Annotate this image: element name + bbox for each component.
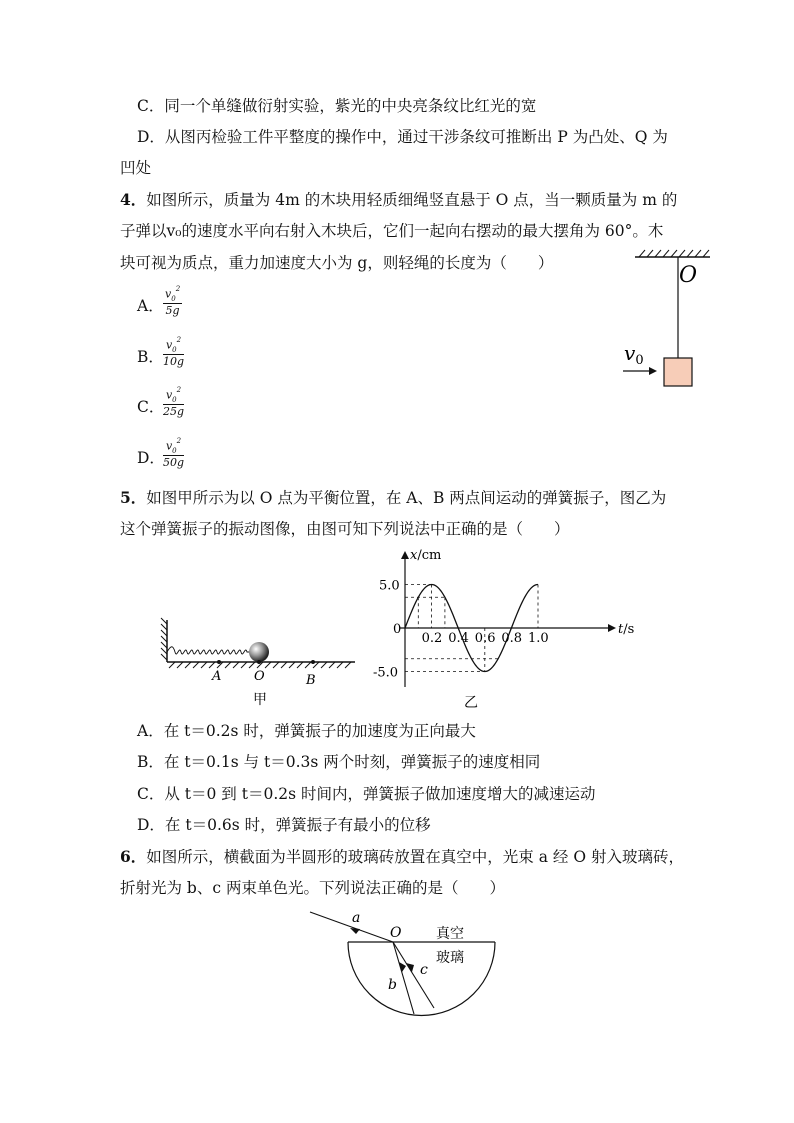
fig-yi-caption: 乙 — [464, 695, 478, 711]
q4-option-d-label: D． — [137, 449, 165, 467]
y-tick-label: -5.0 — [373, 665, 399, 681]
point-o-label: O — [679, 263, 698, 288]
fig-jia-caption: 甲 — [253, 692, 267, 708]
ray-arrow-icon — [350, 928, 360, 934]
q5-fig-jia-spring-oscillator — [155, 612, 370, 712]
q6-number: 6． — [120, 847, 147, 866]
q4-stem-line1: 4．如图所示，质量为 4m 的木块用轻质细绳竖直悬于 O 点，当一颗质量为 m 的 — [120, 190, 678, 209]
q4-stem-line3: 块可视为质点，重力加速度大小为 g，则轻绳的长度为（ ） — [120, 254, 554, 272]
q6-stem-line1: 6．如图所示，横截面为半圆形的玻璃砖放置在真空中，光束 a 经 O 射入玻璃砖， — [120, 847, 684, 866]
y-axis-arrow-icon — [401, 551, 409, 559]
x-axis-arrow-icon — [608, 624, 616, 632]
q3-option-d-line1: D．从图丙检验工件平整度的操作中，通过干涉条纹可推断出 P 为凸处、Q 为 — [137, 128, 668, 146]
q4-option-a-label: A． — [137, 297, 164, 315]
origin-label: 0 — [393, 622, 402, 637]
point-b-label: B — [306, 673, 316, 688]
glass-label: 玻璃 — [436, 950, 464, 966]
x-tick-labels — [422, 631, 549, 646]
ray-c-label: c — [420, 962, 428, 978]
x-tick-label: 0.4 — [448, 631, 469, 646]
v0-label: $v_0$ — [624, 341, 644, 368]
x-tick-label: 0.6 — [474, 631, 496, 646]
q5-option-c: C．从 t＝0 到 t＝0.2s 时间内，弹簧振子做加速度增大的减速运动 — [137, 785, 596, 803]
x-axis-label: t/s — [618, 622, 635, 637]
q4-pendulum-figure — [615, 245, 715, 395]
q5-option-a: A．在 t＝0.2s 时，弹簧振子的加速度为正向最大 — [137, 722, 476, 740]
q3-option-c: C．同一个单缝做衍射实验，紫光的中央亮条纹比红光的宽 — [137, 97, 537, 115]
q4-option-d-fraction: $\frac{v_0^2}{50g}$ — [163, 437, 185, 469]
q4-option-c-label: C． — [137, 398, 165, 416]
q6-glass-refraction-figure — [300, 902, 500, 1022]
ray-b-label: b — [388, 977, 397, 993]
q5-number: 5． — [120, 488, 147, 507]
q5-stem-line1: 5．如图甲所示为以 O 点为平衡位置，在 A、B 两点间运动的弹簧振子，图乙为 — [120, 488, 667, 507]
spring — [167, 647, 250, 654]
q4-option-a-fraction: $\frac{v_0^2}{5g}$ — [165, 285, 181, 317]
point-o-label: O — [254, 669, 265, 684]
y-tick-label: 5.0 — [379, 578, 400, 594]
x-tick-label: 0.8 — [501, 631, 523, 646]
arrow-right-icon — [649, 367, 657, 375]
wooden-block — [664, 358, 692, 386]
ray-a-label: a — [352, 910, 361, 926]
vacuum-label: 真空 — [436, 926, 464, 942]
refracted-ray-c — [393, 942, 434, 1008]
x-tick-label: 0.2 — [421, 631, 443, 646]
q4-option-b-fraction: $\frac{v_0^2}{10g}$ — [163, 336, 185, 368]
point-a-label: A — [212, 669, 222, 684]
q4-number: 4． — [120, 190, 147, 209]
q4-option-c-fraction: $\frac{v_0^2}{25g}$ — [163, 386, 185, 418]
y-axis-label: x/cm — [410, 548, 442, 563]
x-tick-label: 1.0 — [528, 631, 549, 646]
q5-option-b: B．在 t＝0.1s 与 t＝0.3s 两个时刻，弹簧振子的速度相同 — [137, 753, 541, 771]
oscillator-ball — [249, 642, 269, 662]
q6-stem-line2: 折射光为 b、c 两束单色光。下列说法正确的是（ ） — [120, 879, 505, 897]
q5-option-d: D．在 t＝0.6s 时，弹簧振子有最小的位移 — [137, 816, 431, 834]
point-o-label: O — [390, 925, 402, 941]
q4-option-b-label: B． — [137, 348, 164, 366]
q5-stem-line2: 这个弹簧振子的振动图像，由图可知下列说法中正确的是（ ） — [120, 520, 570, 538]
q4-stem-line2: 子弹以v₀的速度水平向右射入木块后，它们一起向右摆动的最大摆角为 60°。木 — [120, 222, 664, 240]
q5-fig-yi-vibration-chart — [360, 545, 650, 715]
semicircle-glass — [348, 942, 495, 1016]
q3-option-d-line2: 凹处 — [120, 159, 152, 177]
